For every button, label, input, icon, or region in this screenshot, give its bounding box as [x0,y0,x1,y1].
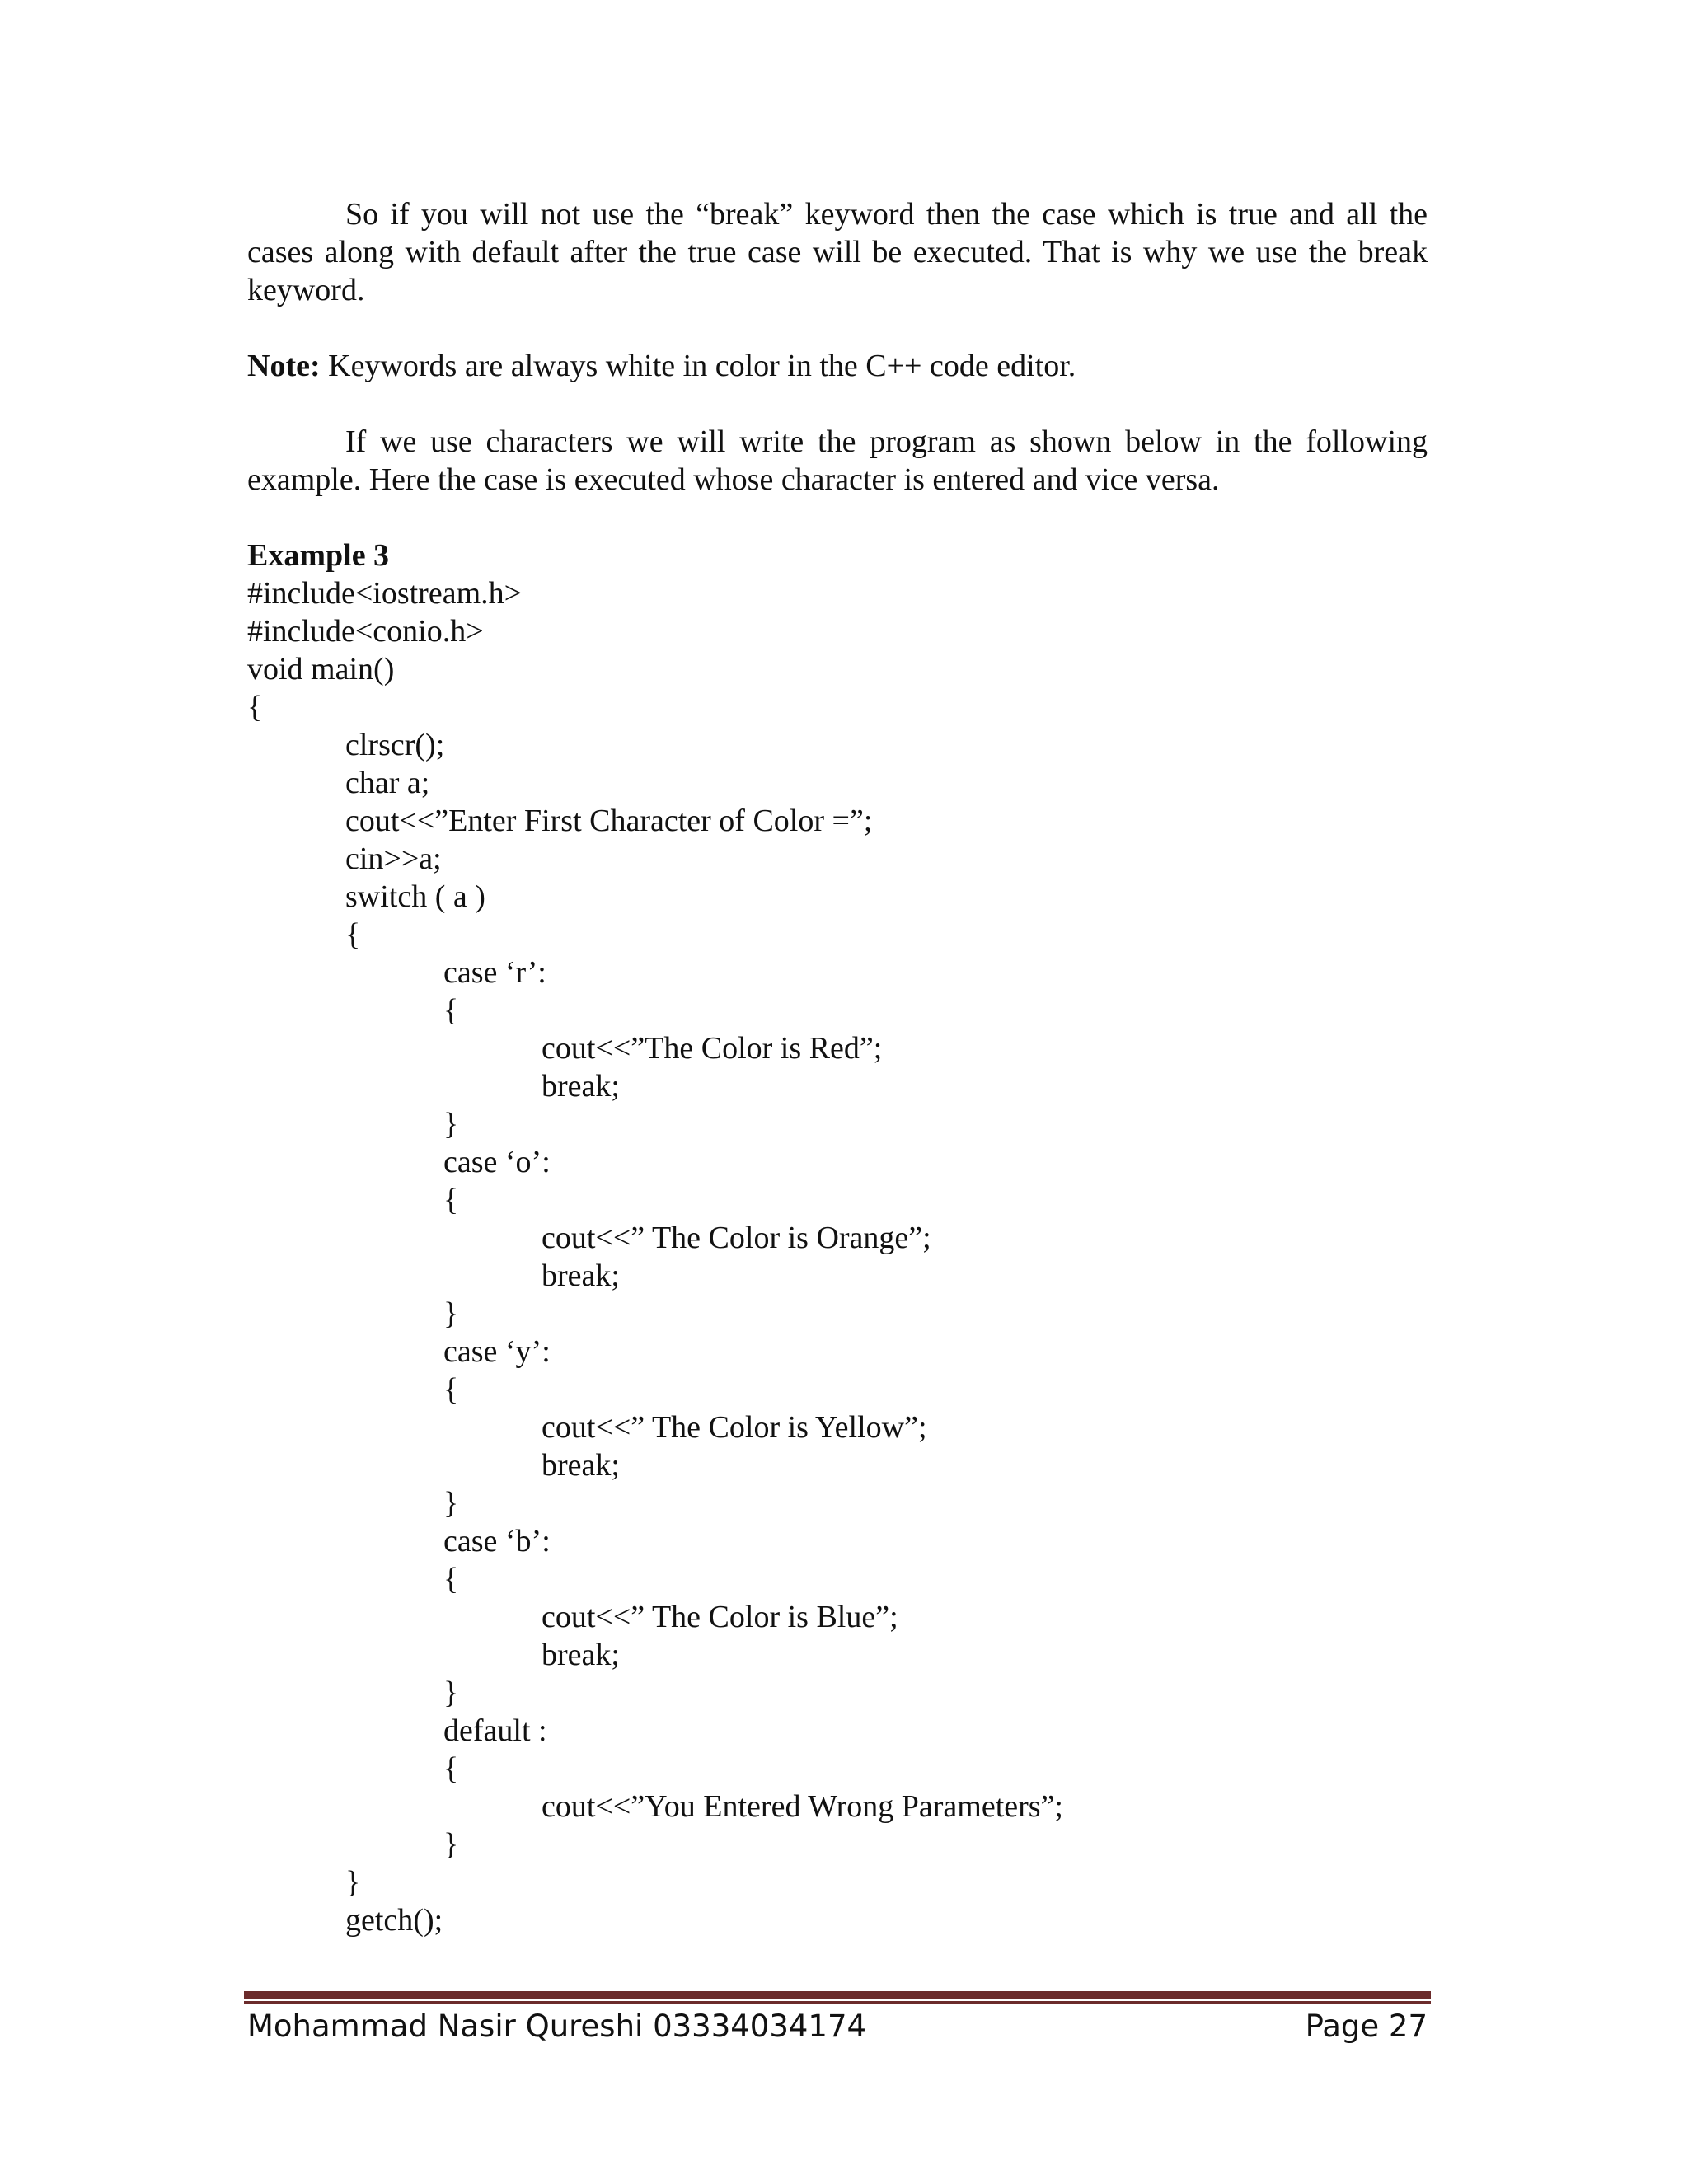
code-line: break; [542,1258,620,1293]
code-line: cout<<” The Color is Orange”; [542,1221,931,1255]
code-line: cin>>a; [345,841,442,876]
code-line: { [345,917,361,952]
code-line: } [443,1107,459,1141]
footer-author: Mohammad Nasir Qureshi 03334034174 [247,2008,867,2044]
code-line: } [345,1865,361,1900]
code-line: break; [542,1069,620,1104]
note-text: Keywords are always white in color in the C++ code editor. [320,349,1076,383]
code-line: { [443,1751,459,1786]
paragraph-characters-intro: If we use characters we will write the program as shown below in the following example. Here the case is executed whose character is entered and vice versa. [247,424,1428,497]
code-line: char a; [345,766,430,800]
code-line: #include<conio.h> [247,614,484,649]
code-line: { [443,1183,459,1217]
code-line: { [247,690,263,724]
code-line: cout<<” The Color is Blue”; [542,1600,898,1634]
code-line: cout<<”Enter First Character of Color =”; [345,804,873,838]
code-line: void main() [247,652,395,687]
footer-rule-thin [244,2001,1431,2004]
code-line: } [443,1296,459,1331]
example-heading: Example 3 [247,538,390,573]
code-line: cout<<”You Entered Wrong Parameters”; [542,1789,1063,1824]
code-line: } [443,1827,459,1862]
code-line: case ‘y’: [443,1334,551,1369]
code-line: break; [542,1638,620,1672]
footer-divider [244,1991,1431,2004]
code-line: cout<<” The Color is Yellow”; [542,1410,927,1445]
page-number: Page 27 [1305,2008,1428,2044]
code-line: case ‘r’: [443,955,546,990]
paragraph-break-explanation: So if you will not use the “break” keyword then the case which is true and all the cases along with default after the true case will be executed. That is why we use the break keyword. [247,197,1428,307]
code-line: getch(); [345,1903,443,1938]
spacer [247,385,1428,423]
note-paragraph [247,347,1428,385]
code-line: #include<iostream.h> [247,576,523,611]
code-line: switch ( a ) [345,879,485,914]
code-block [247,574,1428,1939]
spacer [247,309,1428,347]
code-line: { [443,1372,459,1407]
note-label: Note: [247,349,321,383]
code-line: case ‘o’: [443,1145,551,1179]
code-line: { [443,1562,459,1596]
code-line: } [443,1486,459,1521]
footer-rule-thick [244,1991,1431,1999]
code-line: } [443,1675,459,1710]
page-content [247,195,1428,1939]
spacer [247,499,1428,537]
code-line: default : [443,1713,547,1748]
code-line: case ‘b’: [443,1524,551,1558]
code-line: break; [542,1448,620,1483]
code-line: clrscr(); [345,728,445,762]
code-line: cout<<”The Color is Red”; [542,1031,883,1066]
code-line: { [443,993,459,1028]
